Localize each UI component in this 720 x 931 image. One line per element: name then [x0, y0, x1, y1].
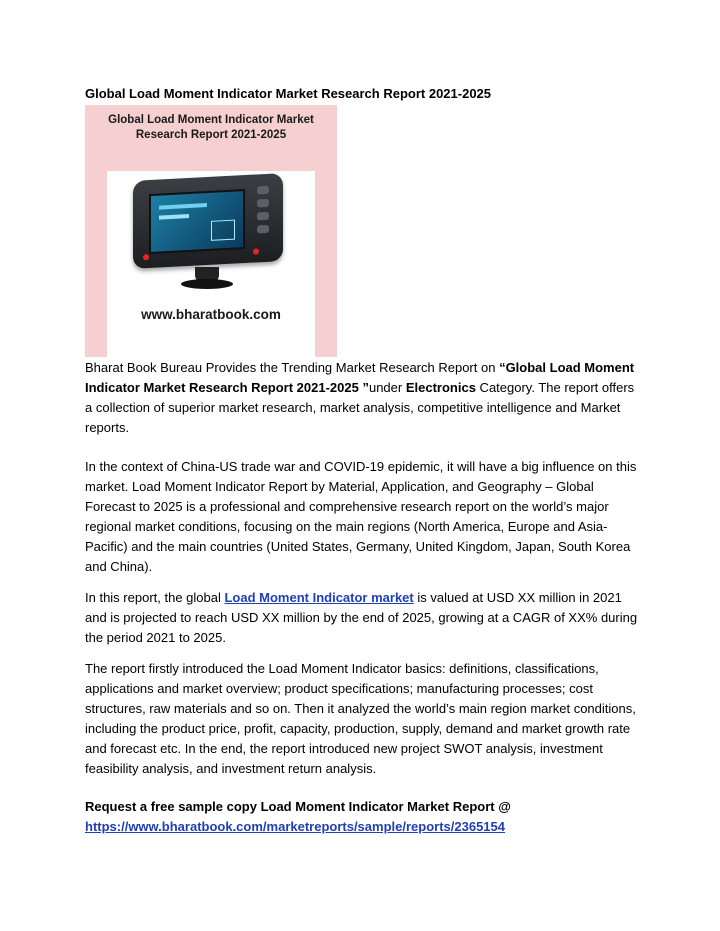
cover-title-line2: Research Report 2021-2025 — [135, 129, 287, 141]
device-base — [181, 279, 233, 289]
sample-report-link[interactable]: https://www.bharatbook.com/marketreports/sample/reports/2365154 — [85, 819, 505, 834]
device-led — [143, 254, 149, 260]
report-details-paragraph: The report firstly introduced the Load Moment Indicator basics: definitions, classifications, applications and market overview; product specifications; manufacturing processes; cost structures, raw materials and so on. Then it analyzed the world’s main region market conditions, including the product price, profit, capacity, production, supply, demand and market growth rate and forecast etc. In the end, the report introduced new project SWOT analysis, investment feasibility analysis, and investment return analysis. — [85, 661, 636, 776]
market-link[interactable]: Load Moment Indicator market — [224, 590, 414, 605]
cover-title-line1: Global Load Moment Indicator Market — [108, 114, 314, 126]
category-name: Electronics — [405, 380, 476, 395]
intro-text-3: Category. The report offers a collection of superior market research, market analysis, competitive intelligence and Market reports. — [85, 380, 635, 435]
cover-title — [85, 113, 337, 143]
report-name: “Global Load Moment Indicator Market Research Report 2021-2025 ” — [85, 360, 635, 395]
page-title: Global Load Moment Indicator Market Research Report 2021-2025 — [85, 86, 492, 101]
cover-url: www.bharatbook.com — [141, 307, 281, 322]
device-led — [253, 248, 259, 254]
market-text-2: is valued at USD XX million in 2021 and is projected to reach USD XX million by the end of 2025, growing at a CAGR of XX% during the period 2021 to 2025. — [85, 590, 638, 645]
device-screen — [149, 189, 245, 254]
device-buttons — [257, 185, 275, 238]
intro-text-1: Bharat Book Bureau Provides the Trending Market Research Report on — [85, 360, 500, 375]
intro-paragraph — [85, 358, 645, 438]
intro-text-2: under — [368, 380, 406, 395]
sample-request-text: Request a free sample copy Load Moment Indicator Market Report @ — [85, 799, 511, 814]
device-body — [133, 173, 283, 269]
market-text-1: In this report, the global — [85, 590, 225, 605]
context-paragraph: In the context of China-US trade war and COVID-19 epidemic, it will have a big influence on this market. Load Moment Indicator Report by Material, Application, and Geography – Global Forecast to 2025 is a professional and comprehensive research report on the world’s major regional market conditions, focusing on the main regions (North America, Europe and Asia-Pacific) and the main countries (United States, Germany, United Kingdom, Japan, South Korea and China). — [85, 459, 637, 574]
market-value-paragraph — [85, 588, 645, 648]
cover-image — [85, 105, 337, 357]
sample-request-paragraph — [85, 797, 645, 837]
